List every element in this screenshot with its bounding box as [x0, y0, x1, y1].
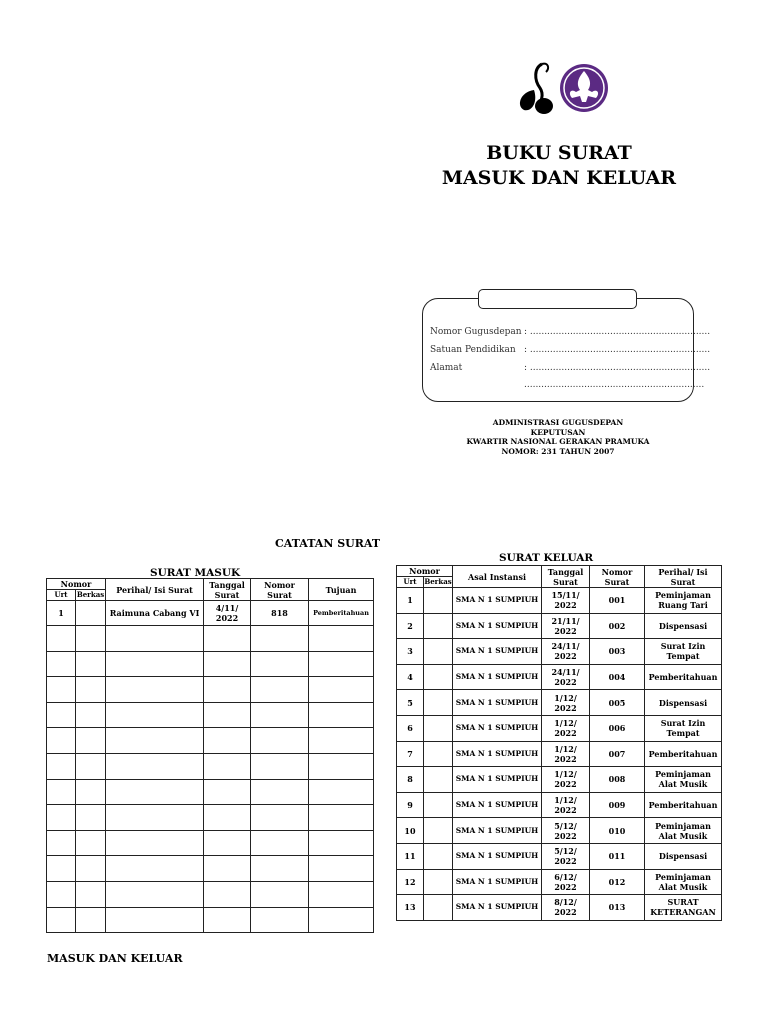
- empty-cell: [106, 881, 204, 907]
- empty-cell: [204, 779, 251, 805]
- cell-berkas: [424, 843, 453, 869]
- empty-cell: [76, 702, 106, 728]
- cell-asal: SMA N 1 SUMPIUH: [453, 639, 542, 665]
- cell-perihal: Peminjaman Alat Musik: [645, 767, 722, 793]
- empty-row: [47, 626, 374, 652]
- empty-cell: [47, 702, 76, 728]
- col-urt: Urt: [47, 590, 76, 601]
- cell-tanggal: 24/11/ 2022: [542, 664, 590, 690]
- empty-cell: [251, 805, 309, 831]
- cell-tanggal: 5/12/ 2022: [542, 818, 590, 844]
- identity-name-tab: [478, 289, 637, 309]
- cell-tanggal: 1/12/ 2022: [542, 715, 590, 741]
- cell-asal: SMA N 1 SUMPIUH: [453, 613, 542, 639]
- empty-cell: [47, 856, 76, 882]
- empty-cell: [309, 677, 374, 703]
- empty-cell: [204, 907, 251, 933]
- empty-cell: [106, 907, 204, 933]
- table-row: [397, 741, 722, 767]
- empty-row: [47, 677, 374, 703]
- empty-row: [47, 651, 374, 677]
- table-row: [397, 715, 722, 741]
- cell-urt: 6: [397, 715, 424, 741]
- cell-tanggal: 5/12/ 2022: [542, 843, 590, 869]
- empty-cell: [309, 651, 374, 677]
- col-perihal: Perihal/ Isi Surat: [106, 579, 204, 601]
- empty-cell: [251, 907, 309, 933]
- field-value: ...............................................................: [524, 380, 705, 390]
- empty-cell: [106, 753, 204, 779]
- cell-urt: 5: [397, 690, 424, 716]
- empty-cell: [204, 651, 251, 677]
- col-nomor: Nomor: [397, 566, 453, 577]
- empty-cell: [47, 805, 76, 831]
- table-row: [47, 601, 374, 626]
- cell-perihal: Surat Izin Tempat: [645, 715, 722, 741]
- cell-nomor-surat: 001: [590, 588, 645, 614]
- cell-nomor-surat: 008: [590, 767, 645, 793]
- cell-tanggal: 1/12/ 2022: [542, 741, 590, 767]
- admin-line: NOMOR: 231 TAHUN 2007: [501, 446, 615, 456]
- empty-cell: [204, 830, 251, 856]
- cell-asal: SMA N 1 SUMPIUH: [453, 664, 542, 690]
- empty-cell: [106, 779, 204, 805]
- cell-nomor-surat: 002: [590, 613, 645, 639]
- catatan-heading: CATATAN SURAT: [275, 537, 381, 550]
- cell-tanggal: 1/12/ 2022: [542, 690, 590, 716]
- empty-cell: [251, 702, 309, 728]
- empty-row: [47, 779, 374, 805]
- cell-urt: 13: [397, 895, 424, 921]
- empty-cell: [47, 830, 76, 856]
- cell-perihal: Dispensasi: [645, 690, 722, 716]
- cell-berkas: [424, 895, 453, 921]
- empty-cell: [251, 779, 309, 805]
- cell-asal: SMA N 1 SUMPIUH: [453, 792, 542, 818]
- empty-cell: [309, 907, 374, 933]
- empty-cell: [251, 881, 309, 907]
- empty-cell: [47, 626, 76, 652]
- empty-cell: [251, 677, 309, 703]
- empty-cell: [309, 779, 374, 805]
- empty-cell: [76, 626, 106, 652]
- cell-asal: SMA N 1 SUMPIUH: [453, 767, 542, 793]
- empty-cell: [204, 677, 251, 703]
- empty-cell: [204, 626, 251, 652]
- cell-urt: 12: [397, 869, 424, 895]
- cell-perihal: Pemberitahuan: [645, 664, 722, 690]
- cell-nomor-surat: 007: [590, 741, 645, 767]
- empty-cell: [76, 856, 106, 882]
- col-nomor-surat: Nomor Surat: [590, 566, 645, 588]
- col-perihal: Perihal/ Isi Surat: [645, 566, 722, 588]
- cell-perihal: Pemberitahuan: [645, 741, 722, 767]
- cell-tanggal: 21/11/ 2022: [542, 613, 590, 639]
- surat-masuk-title: SURAT MASUK: [150, 567, 241, 579]
- col-urt: Urt: [397, 577, 424, 588]
- empty-cell: [47, 881, 76, 907]
- field-label: Alamat: [430, 363, 463, 373]
- empty-cell: [76, 830, 106, 856]
- empty-cell: [204, 881, 251, 907]
- empty-cell: [76, 651, 106, 677]
- empty-cell: [47, 728, 76, 754]
- empty-cell: [309, 753, 374, 779]
- cell-tanggal: 24/11/ 2022: [542, 639, 590, 665]
- field-alamat-continued: [524, 380, 705, 390]
- empty-cell: [76, 881, 106, 907]
- cell-berkas: [424, 818, 453, 844]
- cell-perihal: Raimuna Cabang VI: [106, 601, 204, 626]
- table-row: [397, 639, 722, 665]
- surat-keluar-title: SURAT KELUAR: [499, 552, 594, 564]
- col-berkas: Berkas: [424, 577, 452, 586]
- field-value: : ...............................................................: [524, 363, 711, 373]
- empty-cell: [309, 702, 374, 728]
- empty-cell: [204, 728, 251, 754]
- empty-cell: [204, 856, 251, 882]
- admin-block: [430, 418, 686, 456]
- table-row: [397, 792, 722, 818]
- cell-perihal: SURAT KETERANGAN: [645, 895, 722, 921]
- empty-cell: [76, 779, 106, 805]
- empty-cell: [106, 677, 204, 703]
- cell-asal: SMA N 1 SUMPIUH: [453, 715, 542, 741]
- cell-tanggal: 4/11/ 2022: [204, 601, 251, 626]
- empty-cell: [76, 677, 106, 703]
- wosm-emblem-icon: [560, 64, 608, 112]
- cell-urt: 7: [397, 741, 424, 767]
- cell-berkas: [424, 792, 453, 818]
- empty-cell: [47, 779, 76, 805]
- empty-row: [47, 856, 374, 882]
- cell-tanggal: 1/12/ 2022: [542, 792, 590, 818]
- empty-cell: [251, 753, 309, 779]
- empty-cell: [251, 856, 309, 882]
- empty-cell: [47, 677, 76, 703]
- admin-line: KWARTIR NASIONAL GERAKAN PRAMUKA: [466, 437, 650, 446]
- table-row: [397, 664, 722, 690]
- empty-cell: [251, 626, 309, 652]
- field-value: : ...............................................................: [524, 327, 711, 337]
- empty-cell: [309, 830, 374, 856]
- cell-urt: 3: [397, 639, 424, 665]
- cell-asal: SMA N 1 SUMPIUH: [453, 741, 542, 767]
- empty-cell: [251, 728, 309, 754]
- table-row: [397, 843, 722, 869]
- col-nomor-surat: Nomor Surat: [251, 579, 309, 601]
- cell-nomor-surat: 013: [590, 895, 645, 921]
- cell-nomor-surat: 011: [590, 843, 645, 869]
- cell-nomor-surat: 006: [590, 715, 645, 741]
- empty-cell: [106, 626, 204, 652]
- empty-cell: [309, 728, 374, 754]
- field-nomor-gugusdepan: [430, 327, 711, 337]
- cell-berkas: [424, 869, 453, 895]
- field-satuan-pendidikan: [430, 345, 711, 355]
- cell-tanggal: 1/12/ 2022: [542, 767, 590, 793]
- cell-urt: 2: [397, 613, 424, 639]
- cell-urt: 9: [397, 792, 424, 818]
- cell-perihal: Peminjaman Alat Musik: [645, 818, 722, 844]
- pramuka-logo: [512, 58, 612, 118]
- empty-cell: [106, 830, 204, 856]
- col-nomor: Nomor: [47, 579, 106, 590]
- empty-cell: [106, 805, 204, 831]
- cell-nomor-surat: 005: [590, 690, 645, 716]
- cell-berkas: [424, 613, 453, 639]
- cell-perihal: Pemberitahuan: [645, 792, 722, 818]
- field-label: Satuan Pendidikan: [430, 345, 516, 355]
- col-tanggal: Tanggal Surat: [204, 579, 251, 601]
- empty-cell: [76, 728, 106, 754]
- empty-cell: [309, 626, 374, 652]
- col-asal: Asal Instansi: [453, 566, 542, 588]
- page-subtitle: MASUK DAN KELUAR: [441, 167, 677, 189]
- cell-berkas: [424, 690, 453, 716]
- col-tujuan: Tujuan: [309, 579, 374, 601]
- cell-nomor-surat: 818: [251, 601, 309, 626]
- cell-urt: 11: [397, 843, 424, 869]
- empty-cell: [309, 881, 374, 907]
- tunas-kelapa-icon: [520, 64, 553, 114]
- footer-text: MASUK DAN KELUAR: [47, 952, 183, 965]
- cell-berkas: [424, 767, 453, 793]
- empty-cell: [204, 702, 251, 728]
- table-row: [397, 895, 722, 921]
- cell-asal: SMA N 1 SUMPIUH: [453, 895, 542, 921]
- cell-berkas: [424, 639, 453, 665]
- empty-cell: [106, 728, 204, 754]
- field-alamat: [430, 363, 711, 373]
- cell-berkas: [424, 664, 453, 690]
- table-row: [397, 613, 722, 639]
- empty-cell: [251, 651, 309, 677]
- admin-line: ADMINISTRASI GUGUSDEPAN: [492, 418, 624, 427]
- table-row: [397, 869, 722, 895]
- cell-nomor-surat: 009: [590, 792, 645, 818]
- cell-perihal: Peminjaman Ruang Tari: [645, 588, 722, 614]
- empty-cell: [47, 753, 76, 779]
- cell-perihal: Dispensasi: [645, 843, 722, 869]
- table-row: [397, 690, 722, 716]
- empty-cell: [76, 753, 106, 779]
- table-row: [397, 588, 722, 614]
- cell-asal: SMA N 1 SUMPIUH: [453, 588, 542, 614]
- cell-berkas: [424, 741, 453, 767]
- empty-cell: [204, 805, 251, 831]
- empty-cell: [251, 830, 309, 856]
- cell-tanggal: 8/12/ 2022: [542, 895, 590, 921]
- cell-tujuan: Pemberitahuan: [309, 601, 374, 626]
- empty-cell: [106, 702, 204, 728]
- empty-cell: [309, 856, 374, 882]
- cell-nomor-surat: 003: [590, 639, 645, 665]
- cell-asal: SMA N 1 SUMPIUH: [453, 869, 542, 895]
- empty-cell: [76, 805, 106, 831]
- cell-tanggal: 15/11/ 2022: [542, 588, 590, 614]
- empty-cell: [106, 856, 204, 882]
- cell-asal: SMA N 1 SUMPIUH: [453, 818, 542, 844]
- surat-keluar-table: [396, 565, 722, 921]
- empty-cell: [309, 805, 374, 831]
- cell-berkas: [76, 601, 106, 626]
- cell-urt: 1: [47, 601, 76, 626]
- empty-row: [47, 881, 374, 907]
- empty-row: [47, 830, 374, 856]
- empty-cell: [106, 651, 204, 677]
- cell-nomor-surat: 012: [590, 869, 645, 895]
- table-row: [397, 818, 722, 844]
- admin-line: KEPUTUSAN: [530, 427, 586, 437]
- page-title: BUKU SURAT: [486, 142, 632, 164]
- empty-row: [47, 907, 374, 933]
- cell-nomor-surat: 004: [590, 664, 645, 690]
- cell-asal: SMA N 1 SUMPIUH: [453, 690, 542, 716]
- cell-asal: SMA N 1 SUMPIUH: [453, 843, 542, 869]
- cell-urt: 8: [397, 767, 424, 793]
- cell-berkas: [424, 715, 453, 741]
- cell-perihal: Surat Izin Tempat: [645, 639, 722, 665]
- surat-masuk-table: [46, 578, 374, 933]
- empty-row: [47, 728, 374, 754]
- cell-perihal: Peminjaman Alat Musik: [645, 869, 722, 895]
- cell-nomor-surat: 010: [590, 818, 645, 844]
- empty-cell: [47, 907, 76, 933]
- cell-tanggal: 6/12/ 2022: [542, 869, 590, 895]
- empty-row: [47, 702, 374, 728]
- cell-perihal: Dispensasi: [645, 613, 722, 639]
- col-tanggal: Tanggal Surat: [542, 566, 590, 588]
- field-label: Nomor Gugusdepan: [430, 327, 522, 337]
- col-berkas: Berkas: [76, 590, 105, 599]
- field-value: : ...............................................................: [524, 345, 711, 355]
- empty-cell: [76, 907, 106, 933]
- cell-urt: 4: [397, 664, 424, 690]
- cell-urt: 10: [397, 818, 424, 844]
- empty-cell: [204, 753, 251, 779]
- table-row: [397, 767, 722, 793]
- cell-berkas: [424, 588, 453, 614]
- empty-row: [47, 805, 374, 831]
- empty-row: [47, 753, 374, 779]
- cell-urt: 1: [397, 588, 424, 614]
- empty-cell: [47, 651, 76, 677]
